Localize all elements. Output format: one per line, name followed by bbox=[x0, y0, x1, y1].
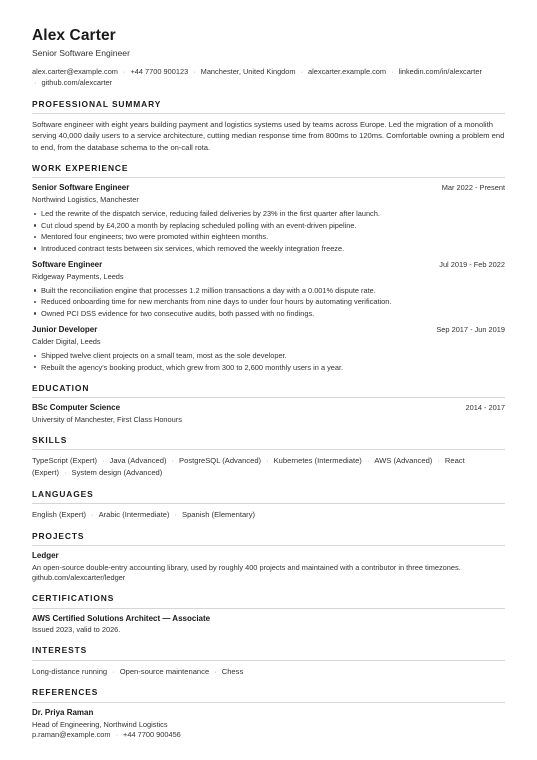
separator: · bbox=[300, 66, 304, 76]
interest-item: Long-distance running bbox=[32, 666, 108, 676]
section-title-experience: WORK EXPERIENCE bbox=[32, 163, 505, 178]
contact-github[interactable]: github.com/alexcarter bbox=[41, 78, 113, 88]
job-company: Northwind Logistics, Manchester bbox=[32, 195, 139, 205]
bullet-item: Introduced contract tests between six services, which removed the weekly integration freeze. bbox=[32, 243, 505, 254]
skills-section bbox=[32, 435, 505, 479]
references-section bbox=[32, 687, 505, 739]
experience-section bbox=[32, 163, 505, 373]
language-item: Arabic (Intermediate) bbox=[98, 510, 170, 520]
project-link[interactable]: github.com/alexcarter/ledger bbox=[32, 573, 126, 583]
job-bullets bbox=[32, 350, 505, 373]
language-item: Spanish (Elementary) bbox=[182, 510, 256, 520]
certification-detail: Issued 2023, valid to 2026. bbox=[32, 625, 121, 635]
separator: · bbox=[366, 456, 370, 466]
project-description: An open-source double-entry accounting library, used by roughly 400 projects and maintained with a contributor in three timezones. bbox=[32, 563, 461, 573]
bullet-item: Owned PCI DSS evidence for two consecutive audits, both passed with no findings. bbox=[32, 308, 505, 319]
job-title: Senior Software Engineer bbox=[32, 183, 130, 193]
school-name: University of Manchester, First Class Honours bbox=[32, 415, 182, 425]
job-company: Calder Digital, Leeds bbox=[32, 337, 101, 347]
skill-item: AWS (Advanced) bbox=[374, 456, 433, 466]
contact-email[interactable]: alex.carter@example.com bbox=[32, 66, 118, 76]
skill-item: Kubernetes (Intermediate) bbox=[273, 456, 362, 466]
reference-position: Head of Engineering, Northwind Logistics bbox=[32, 719, 168, 729]
reference-email[interactable]: p.raman@example.com bbox=[32, 729, 111, 739]
degree-name: BSc Computer Science bbox=[32, 403, 121, 413]
separator: · bbox=[91, 510, 94, 520]
candidate-name: Alex Carter bbox=[32, 27, 116, 44]
reference-phone[interactable]: +44 7700 900456 bbox=[123, 729, 181, 739]
skill-item: System design (Advanced) bbox=[71, 468, 163, 478]
certifications-section bbox=[32, 593, 505, 635]
skill-item: PostgreSQL (Advanced) bbox=[179, 456, 262, 466]
separator: · bbox=[102, 456, 105, 466]
interest-item: Chess bbox=[221, 666, 244, 676]
separator: · bbox=[437, 456, 440, 466]
reference-name: Dr. Priya Raman bbox=[32, 707, 94, 717]
certification-name: AWS Certified Solutions Architect — Associate bbox=[32, 613, 211, 623]
summary-text: Software engineer with eight years building payment and logistics systems used by teams across Europe. Led the migration of a monolith serving 40,000 daily users to a service architecture, cutting median response time from 800ms to 120ms. Comfortable owning a problem end to end, from the database schema to the on-call rota. bbox=[32, 119, 505, 152]
reference-contacts bbox=[32, 730, 505, 740]
contact-phone[interactable]: +44 7700 900123 bbox=[130, 66, 189, 76]
separator: · bbox=[122, 66, 126, 76]
separator: · bbox=[174, 510, 177, 520]
bullet-item: Reduced onboarding time for new merchants from nine days to under four hours by automating verification. bbox=[32, 296, 505, 307]
project-name: Ledger bbox=[32, 551, 59, 561]
section-title-interests: INTERESTS bbox=[32, 645, 505, 660]
job-bullets bbox=[32, 285, 505, 319]
section-title-summary: PROFESSIONAL SUMMARY bbox=[32, 99, 505, 114]
skill-item: TypeScript (Expert) bbox=[32, 456, 97, 466]
section-title-projects: PROJECTS bbox=[32, 531, 505, 546]
separator: · bbox=[34, 78, 37, 88]
experience-entry bbox=[32, 183, 505, 254]
interests-list bbox=[32, 666, 505, 678]
job-title: Software Engineer bbox=[32, 260, 103, 270]
section-title-references: REFERENCES bbox=[32, 687, 505, 702]
languages-list bbox=[32, 509, 505, 521]
section-title-education: EDUCATION bbox=[32, 383, 505, 398]
skill-item: Java (Advanced) bbox=[109, 456, 167, 466]
job-dates: Jul 2019 - Feb 2022 bbox=[439, 260, 505, 270]
job-dates: Sep 2017 - Jun 2019 bbox=[436, 325, 505, 335]
contact-location: Manchester, United Kingdom bbox=[200, 66, 296, 76]
candidate-headline: Senior Software Engineer bbox=[32, 48, 130, 59]
skill-item: React (Expert) bbox=[32, 456, 465, 478]
separator: · bbox=[115, 729, 119, 739]
language-item: English (Expert) bbox=[32, 510, 87, 520]
separator: · bbox=[64, 468, 67, 478]
experience-entry bbox=[32, 325, 505, 373]
contact-linkedin[interactable]: linkedin.com/in/alexcarter bbox=[398, 66, 482, 76]
interest-item: Open-source maintenance bbox=[119, 666, 210, 676]
job-dates: Mar 2022 - Present bbox=[441, 183, 505, 193]
separator: · bbox=[193, 66, 196, 76]
separator: · bbox=[112, 666, 115, 676]
interests-section bbox=[32, 645, 505, 677]
projects-section bbox=[32, 531, 505, 583]
bullet-item: Built the reconciliation engine that processes 1.2 million transactions a day with a 0.001% dispute rate. bbox=[32, 285, 505, 296]
education-dates: 2014 - 2017 bbox=[465, 403, 505, 413]
contact-website[interactable]: alexcarter.example.com bbox=[308, 66, 387, 76]
bullet-item: Led the rewrite of the dispatch service, reducing failed deliveries by 23% in the first quarter after launch. bbox=[32, 208, 505, 219]
separator: · bbox=[214, 666, 217, 676]
bullet-item: Mentored four engineers; two were promoted within eighteen months. bbox=[32, 231, 505, 242]
bullet-item: Shipped twelve client projects on a small team, most as the sole developer. bbox=[32, 350, 505, 361]
section-title-certifications: CERTIFICATIONS bbox=[32, 593, 505, 608]
summary-section bbox=[32, 99, 505, 154]
section-title-languages: LANGUAGES bbox=[32, 489, 505, 504]
bullet-item: Cut cloud spend by £4,200 a month by replacing scheduled polling with an event-driven pipeline. bbox=[32, 220, 505, 231]
job-bullets bbox=[32, 208, 505, 254]
separator: · bbox=[266, 456, 269, 466]
skills-list bbox=[32, 455, 505, 479]
job-title: Junior Developer bbox=[32, 325, 98, 335]
section-title-skills: SKILLS bbox=[32, 435, 505, 450]
bullet-item: Rebuilt the agency's booking product, which grew from 300 to 2,600 monthly users in a year. bbox=[32, 362, 505, 373]
languages-section bbox=[32, 489, 505, 521]
separator: · bbox=[171, 456, 175, 466]
separator: · bbox=[391, 66, 394, 76]
education-section bbox=[32, 383, 505, 425]
resume-header bbox=[32, 27, 505, 89]
job-company: Ridgeway Payments, Leeds bbox=[32, 271, 124, 281]
contact-line bbox=[32, 66, 492, 89]
experience-entry bbox=[32, 260, 505, 319]
